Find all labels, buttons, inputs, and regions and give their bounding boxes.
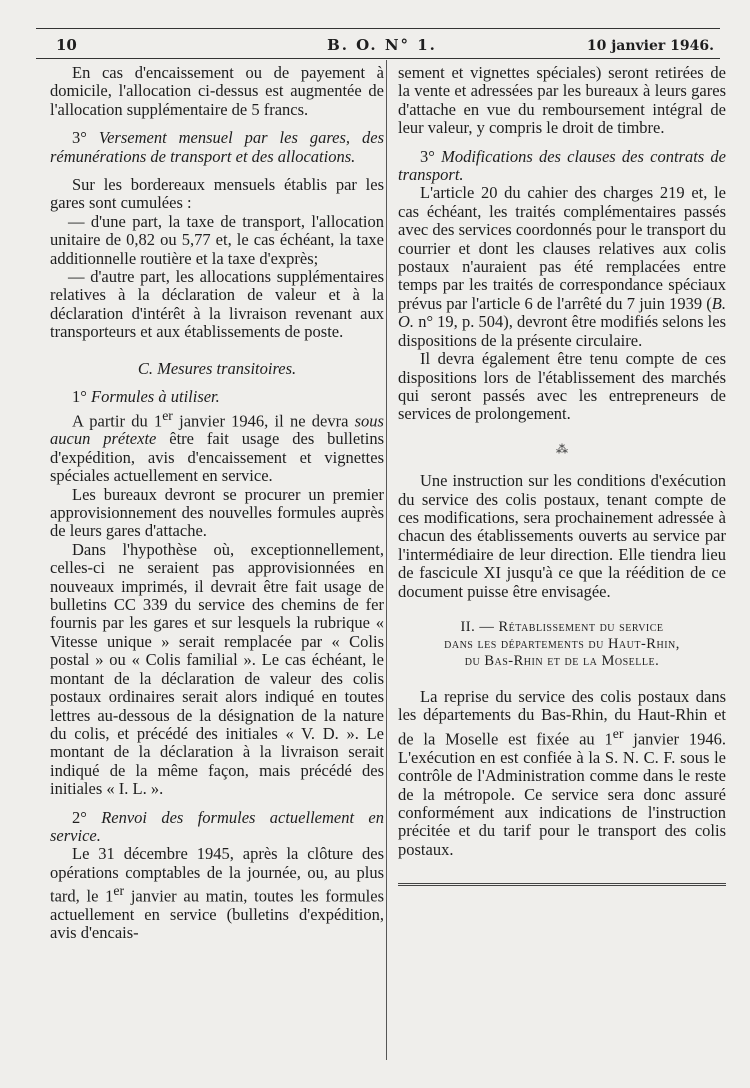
paragraph: sement et vignettes spéciales) seront retirées de la vente et adressées par les bureaux à leurs gares d'attache en vue du remboursement intégral de leur valeur, y compris le droit de timbre.	[398, 63, 726, 138]
top-rule	[36, 28, 720, 29]
header-rule	[36, 58, 720, 59]
section-heading-line: II. — Rétablissement du service	[460, 618, 664, 635]
text-run: être fait usage des bulletins d'expédition, avis d'encaissement et vignettes spéciales actuellement en service.	[50, 429, 384, 486]
section-heading-line: du Bas-Rhin et de la Moselle.	[464, 652, 660, 669]
asterism-separator: ⁂	[556, 441, 568, 456]
page-header	[50, 34, 714, 58]
paragraph: — d'autre part, les allocations supplémentaires relatives à la déclaration de valeur et à la déclaration d'intérêt à la livraison revenant aux transporteurs et aux établissements de poste.	[50, 267, 384, 342]
paragraph: — d'une part, la taxe de transport, l'allocation unitaire de 0,82 ou 5,77 et, le cas échéant, la taxe additionnelle routière et la taxe d'exprès;	[50, 211, 384, 268]
text-run: sous aucun prétexte	[50, 411, 384, 449]
paragraph	[398, 688, 726, 859]
heading-number: 3°	[420, 146, 435, 166]
closing-rule	[398, 883, 726, 886]
superscript: er	[162, 407, 173, 423]
paragraph	[398, 184, 726, 350]
paragraph: En cas d'encaissement ou de payement à domicile, l'allocation ci-dessus est augmentée de l'allocation supplémentaire de 5 francs.	[50, 63, 384, 119]
paragraph: Il devra également être tenu compte de ces dispositions lors de l'établissement des marchés qui seront passés avec les entrepreneurs de services de prolongement.	[398, 349, 726, 424]
heading-number: 1°	[72, 387, 87, 407]
section-heading	[398, 619, 726, 670]
paragraph: Les bureaux devront se procurer un premier approvisionnement des nouvelles formules auprès de leurs gares d'attache.	[50, 484, 384, 541]
paragraph: Sur les bordereaux mensuels établis par les gares sont cumulées :	[50, 175, 384, 213]
column-divider	[386, 60, 387, 1060]
text-run: janvier 1946. L'exécution en est confiée à la S. N. C. F. sous le contrôle de l'Administration comme dans le reste de la métropole. Ce service sera donc assuré conformément aux indications de l'instruction précitée et du tarif pour le transport des colis postaux.	[398, 729, 726, 859]
section-heading-line: dans les départements du Haut-Rhin,	[444, 635, 680, 652]
text-run: janvier au matin, toutes les formules actuellement en service (bulletins d'expédition, avis d'encais-	[50, 886, 385, 943]
heading-number: 2°	[72, 807, 87, 827]
issue-date: 10 janvier 1946.	[586, 38, 714, 54]
text-run: L'article 20 du cahier des charges 219 et, le cas échéant, les traités complémentaires passés avec des services coordonnés pour le transport du courrier et dont les clauses relatives aux colis postaux n'auraient pas été remplacées entre temps par les traités de correspondance spéciaux prévus par l'article 6 de l'arrêté du 7 juin 1939 (	[398, 183, 726, 313]
bulletin-title: B. O. N° 1.	[327, 36, 437, 54]
paragraph: Une instruction sur les conditions d'exécution du service des colis postaux, tenant compte de ces modifications, sera prochainement adressée à chacun des établissements ouverts au service par l'intermédiaire de leur direction. Elle tiendra lieu de fascicule XI jusqu'à ce que la réédition de ce document puisse être envisagée.	[398, 471, 726, 601]
heading-number: 3°	[72, 128, 87, 148]
text-run: janvier 1946, il ne devra	[172, 411, 355, 430]
heading-text: Renvoi des formules actuellement en service.	[50, 807, 384, 845]
text-run: B. O.	[398, 293, 726, 332]
text-run: n° 19, p. 504), devront être modifiés selons les dispositions de la présente circulaire.	[398, 312, 726, 350]
page-number: 10	[56, 36, 77, 54]
heading-text: Formules à utiliser.	[90, 387, 220, 407]
superscript: er	[612, 725, 624, 741]
subsection-heading	[398, 148, 726, 185]
subsection-heading	[50, 809, 384, 846]
paragraph: Dans l'hypothèse où, exceptionnellement, celles-ci ne seraient pas approvisionnées en nouveaux imprimés, il devrait être fait usage de bulletins CC 339 du service des chemins de fer fournis par les gares et sur lesquels la rubrique « Vitesse unique » serait remplacée par « Colis postal » ou « Colis familial ». Le cas échéant, le montant de la déclaration de valeur des colis postaux ordinaires serait alors indiqué en toutes lettres au-dessous de la désignation de la nature du colis, et précédé des initiales « V. D. ». Le montant de la déclaration à la livraison serait indiqué de la même façon, mais précédé des initiales « I. L. ».	[50, 539, 384, 799]
subsection-heading	[50, 129, 384, 166]
heading-text: Versement mensuel par les gares, des rémunérations de transport et des allocations.	[50, 128, 385, 166]
subsection-heading	[50, 388, 384, 406]
paragraph	[50, 407, 384, 486]
paragraph	[50, 845, 384, 943]
section-heading: C. Mesures transitoires.	[137, 358, 297, 378]
left-column	[50, 64, 384, 943]
text-run: La reprise du service des colis postaux dans les départements du Bas-Rhin, du Haut-Rhin et de la Moselle est fixée au 1	[398, 686, 726, 749]
text-run: Le 31 décembre 1945, après la clôture des opérations comptables de la journée, ou, au plus tard, le 1	[50, 844, 384, 906]
heading-text: Modifications des clauses des contrats de transport.	[398, 146, 727, 185]
right-column	[398, 64, 726, 886]
superscript: er	[113, 883, 125, 899]
text-run: A partir du 1	[72, 411, 163, 430]
